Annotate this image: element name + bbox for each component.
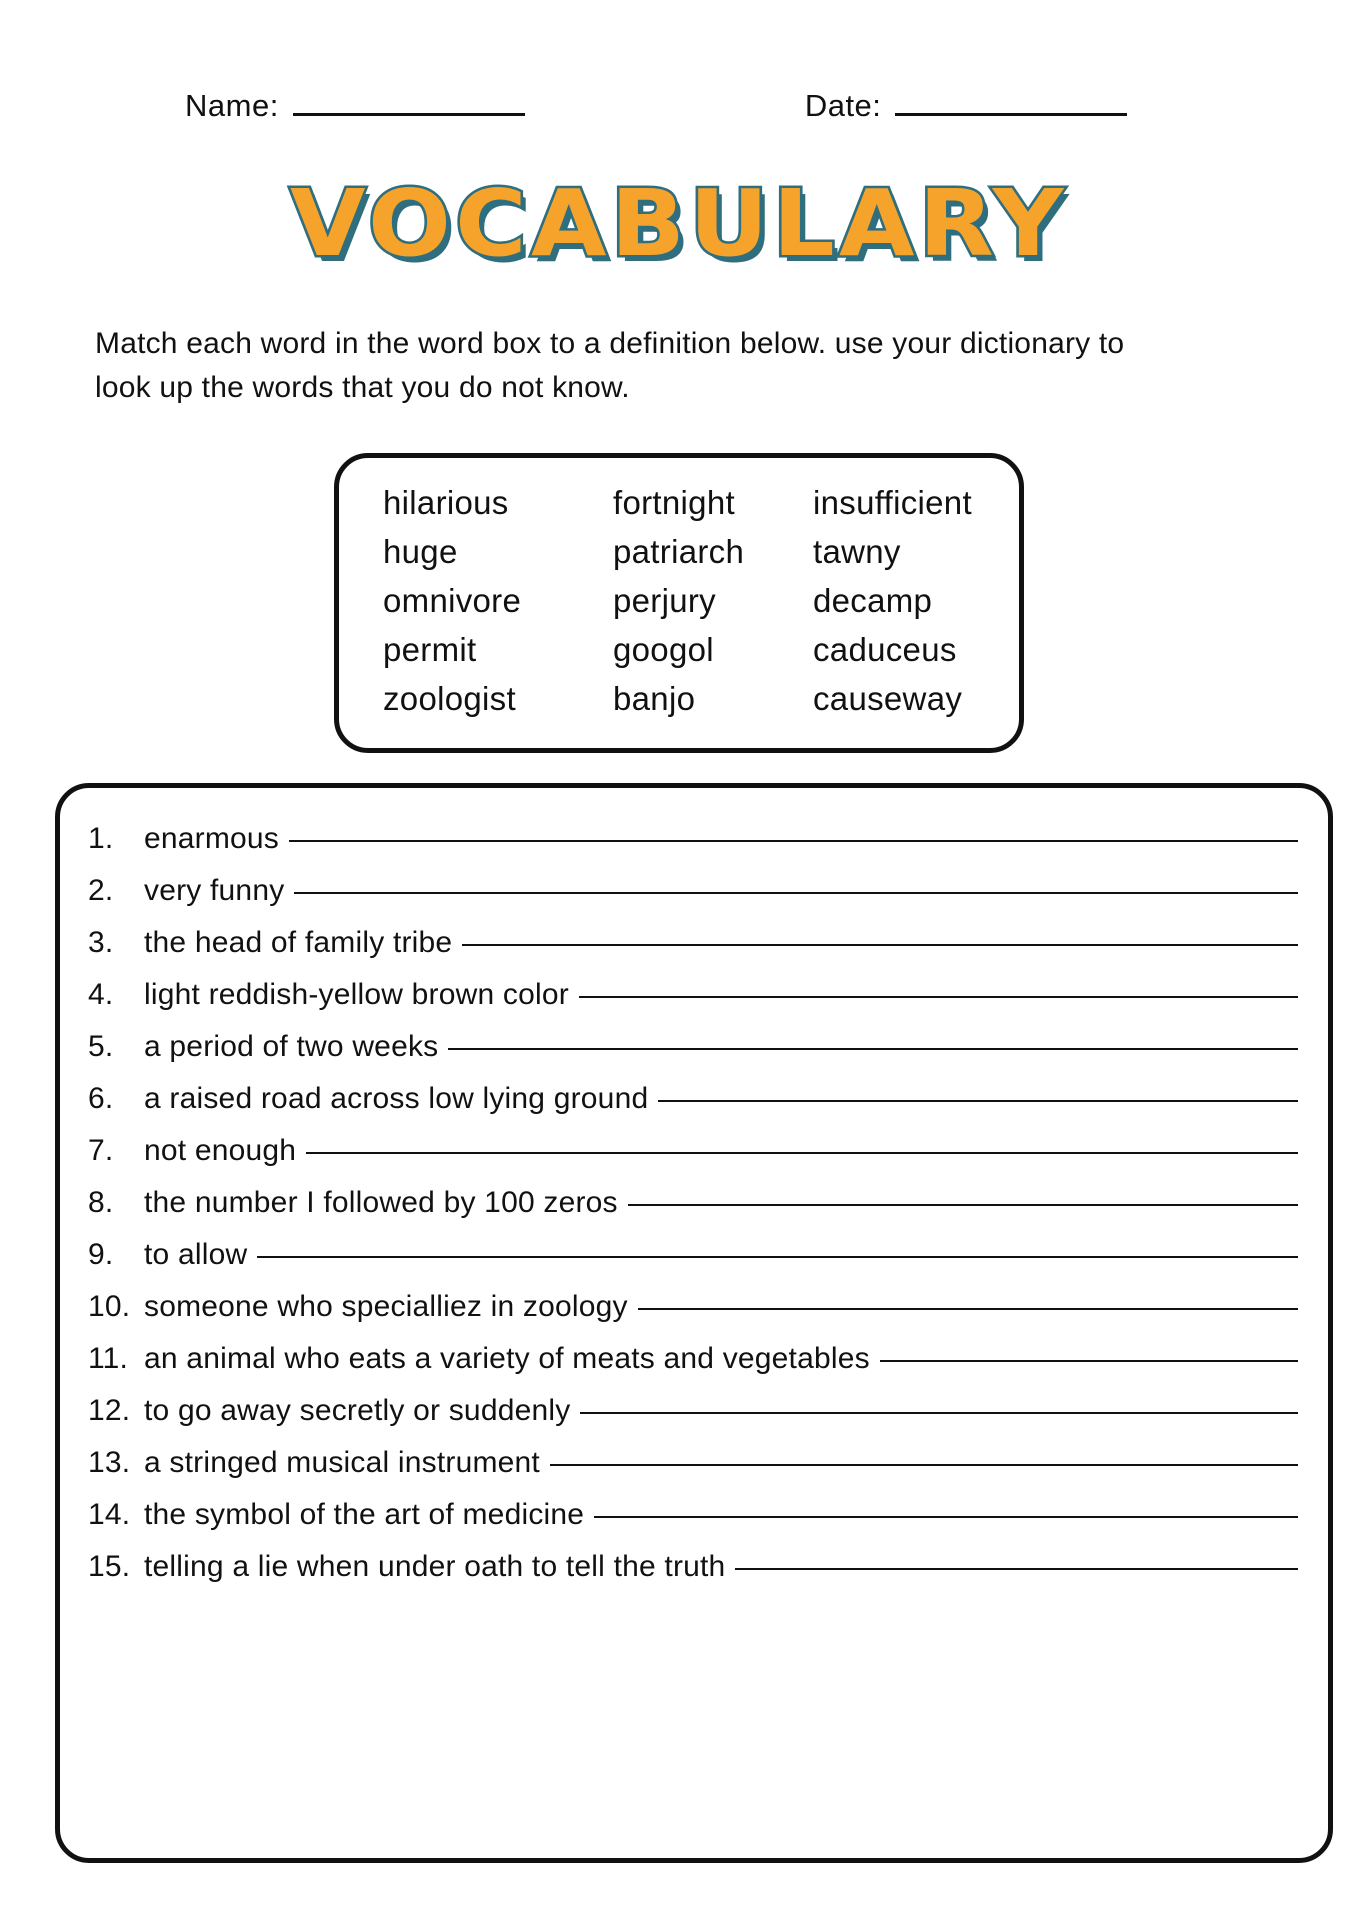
word-item: huge [383, 533, 458, 570]
answer-blank[interactable] [579, 996, 1298, 998]
word-item: insufficient [813, 484, 972, 521]
date-label: Date: [804, 88, 882, 123]
question-row [88, 1238, 1298, 1272]
word-item: banjo [613, 680, 696, 717]
question-number: 4. [88, 978, 114, 1011]
answer-blank[interactable] [580, 1412, 1298, 1414]
question-row [88, 978, 1298, 1012]
question-text: an animal who eats a variety of meats and vegetables [144, 1342, 870, 1375]
question-row [88, 1290, 1298, 1324]
word-item: hilarious [383, 484, 509, 521]
word-item: decamp [813, 582, 933, 619]
question-row [88, 1498, 1298, 1532]
question-number: 3. [88, 926, 114, 959]
question-number: 9. [88, 1238, 114, 1271]
answer-blank[interactable] [628, 1204, 1298, 1206]
word-item: caduceus [813, 631, 957, 668]
question-row [88, 1342, 1298, 1376]
question-row [88, 926, 1298, 960]
question-text: a stringed musical instrument [144, 1446, 540, 1479]
word-item: omnivore [383, 582, 522, 619]
word-item: perjury [613, 582, 716, 619]
question-row [88, 1394, 1298, 1428]
question-number: 6. [88, 1082, 114, 1115]
word-item: causeway [813, 680, 963, 717]
question-number: 1. [88, 822, 114, 855]
answer-blank[interactable] [638, 1308, 1298, 1310]
question-text: telling a lie when under oath to tell the truth [144, 1550, 726, 1583]
question-row [88, 1082, 1298, 1116]
question-text: enarmous [144, 822, 280, 855]
question-row [88, 874, 1298, 908]
word-box [334, 453, 1024, 753]
question-row [88, 822, 1298, 856]
question-row [88, 1030, 1298, 1064]
title-container [0, 170, 1358, 300]
question-number: 10. [88, 1290, 131, 1323]
question-text: not enough [144, 1134, 297, 1167]
word-item: tawny [813, 533, 901, 570]
word-item: googol [613, 631, 714, 668]
question-text: a period of two weeks [144, 1030, 439, 1063]
question-row [88, 1446, 1298, 1480]
question-text: the symbol of the art of medicine [144, 1498, 585, 1531]
answer-blank[interactable] [257, 1256, 1298, 1258]
questions-box [55, 783, 1333, 1863]
answer-blank[interactable] [658, 1100, 1298, 1102]
word-item: fortnight [613, 484, 735, 521]
answer-blank[interactable] [306, 1152, 1298, 1154]
word-box-grid [383, 484, 975, 718]
answer-blank[interactable] [462, 944, 1298, 946]
question-text: the head of family tribe [144, 926, 453, 959]
question-number: 13. [88, 1446, 131, 1479]
answer-blank[interactable] [448, 1048, 1298, 1050]
answer-blank[interactable] [594, 1516, 1298, 1518]
question-number: 11. [88, 1342, 129, 1375]
answer-blank[interactable] [880, 1360, 1298, 1362]
instructions-text: Match each word in the word box to a definition below. use your dictionary to look up the words that you do not know. [95, 327, 1125, 404]
name-blank-line[interactable] [293, 112, 525, 116]
question-number: 5. [88, 1030, 114, 1063]
question-number: 2. [88, 874, 114, 907]
question-number: 7. [88, 1134, 114, 1167]
word-item: patriarch [613, 533, 745, 570]
question-row [88, 1186, 1298, 1220]
header-row [0, 0, 1358, 124]
question-row [88, 1550, 1298, 1584]
name-field [185, 88, 525, 124]
question-number: 12. [88, 1394, 131, 1427]
answer-blank[interactable] [289, 840, 1298, 842]
question-number: 8. [88, 1186, 114, 1219]
word-item: zoologist [383, 680, 516, 717]
question-text: very funny [144, 874, 285, 907]
answer-blank[interactable] [550, 1464, 1298, 1466]
question-text: a raised road across low lying ground [144, 1082, 649, 1115]
question-number: 15. [88, 1550, 131, 1583]
page-title: VOCABULARY [290, 170, 1068, 277]
word-item: permit [383, 631, 477, 668]
answer-blank[interactable] [735, 1568, 1298, 1570]
date-blank-line[interactable] [895, 112, 1127, 116]
answer-blank[interactable] [294, 892, 1298, 894]
question-text: light reddish-yellow brown color [144, 978, 569, 1011]
question-text: the number I followed by 100 zeros [144, 1186, 618, 1219]
question-row [88, 1134, 1298, 1168]
question-text: to allow [144, 1238, 248, 1271]
name-label: Name: [185, 88, 279, 123]
question-number: 14. [88, 1498, 131, 1531]
question-text: to go away secretly or suddenly [144, 1394, 571, 1427]
question-text: someone who specialliez in zoology [144, 1290, 628, 1323]
date-field [805, 88, 1128, 124]
